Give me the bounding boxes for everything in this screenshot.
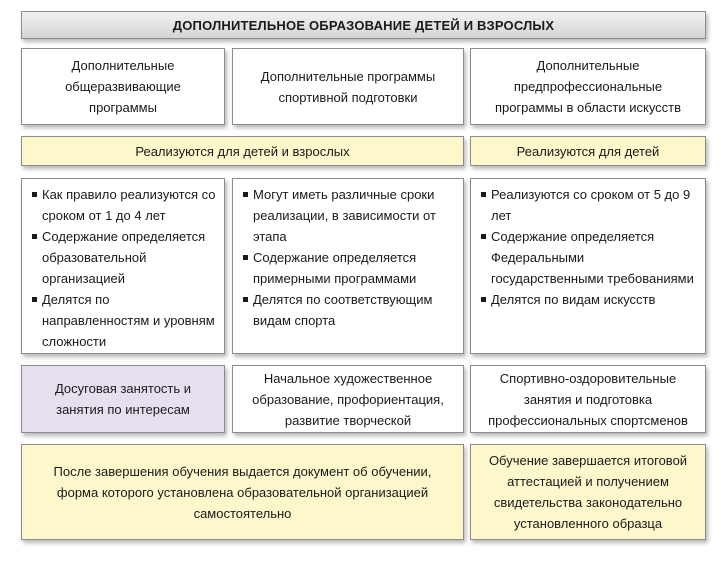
purpose-preprof-text: Спортивно-оздоровительные занятия и подготовка профессиональных спортсменов (488, 370, 688, 428)
features-general-item: Как правило реализуются со сроком от 1 до 4 лет (32, 184, 216, 226)
program-general-text: Дополнительные общеразвивающие программы (65, 58, 181, 115)
features-general-item: Содержание определяется образовательной организацией (32, 226, 216, 289)
program-preprof-text: Дополнительные предпрофессиональные программы в области искусств (494, 58, 682, 115)
features-sport-list (243, 184, 455, 331)
purpose-sport-text: Начальное художественное образование, профориентация, развитие творческой (252, 370, 444, 428)
purpose-general-text: Досуговая занятость и занятия по интересам (54, 381, 192, 417)
program-sport-box (232, 48, 464, 125)
purpose-general-box (21, 365, 225, 433)
features-sport-box (232, 178, 464, 354)
audience-children-box (470, 136, 706, 166)
features-general-list (32, 184, 216, 352)
purpose-sport-box (232, 365, 464, 433)
features-preprof-item: Делятся по видам искусств (481, 289, 697, 310)
diagram-title (21, 11, 706, 39)
program-general-box (21, 48, 225, 125)
features-general-item: Делятся по направленностям и уровням сложности (32, 289, 216, 352)
features-preprof-item: Содержание определяется Федеральными государственными требованиями (481, 226, 697, 289)
completion-general-text: После завершения обучения выдается документ об обучении, форма которого установлена образовательной организацией самостоятельно (53, 463, 432, 521)
diagram-title-text: ДОПОЛНИТЕЛЬНОЕ ОБРАЗОВАНИЕ ДЕТЕЙ И ВЗРОСЛЫХ (172, 17, 555, 33)
completion-general-box (21, 444, 464, 540)
program-preprof-box (470, 48, 706, 125)
features-sport-item: Могут иметь различные сроки реализации, в зависимости от этапа (243, 184, 455, 247)
audience-children-text: Реализуются для детей (516, 143, 660, 159)
features-sport-item: Содержание определяется примерными программами (243, 247, 455, 289)
purpose-preprof-box (470, 365, 706, 433)
features-preprof-item: Реализуются со сроком от 5 до 9 лет (481, 184, 697, 226)
features-preprof-list (481, 184, 697, 310)
audience-adults-children-text: Реализуются для детей и взрослых (135, 143, 350, 159)
completion-preprof-box (470, 444, 706, 540)
features-sport-item: Делятся по соответствующим видам спорта (243, 289, 455, 331)
features-preprof-box (470, 178, 706, 354)
completion-preprof-text: Обучение завершается итоговой аттестацией и получением свидетельства законодательно установленного образца (488, 453, 688, 531)
features-general-box (21, 178, 225, 354)
program-sport-text: Дополнительные программы спортивной подготовки (260, 68, 436, 105)
audience-adults-children-box (21, 136, 464, 166)
